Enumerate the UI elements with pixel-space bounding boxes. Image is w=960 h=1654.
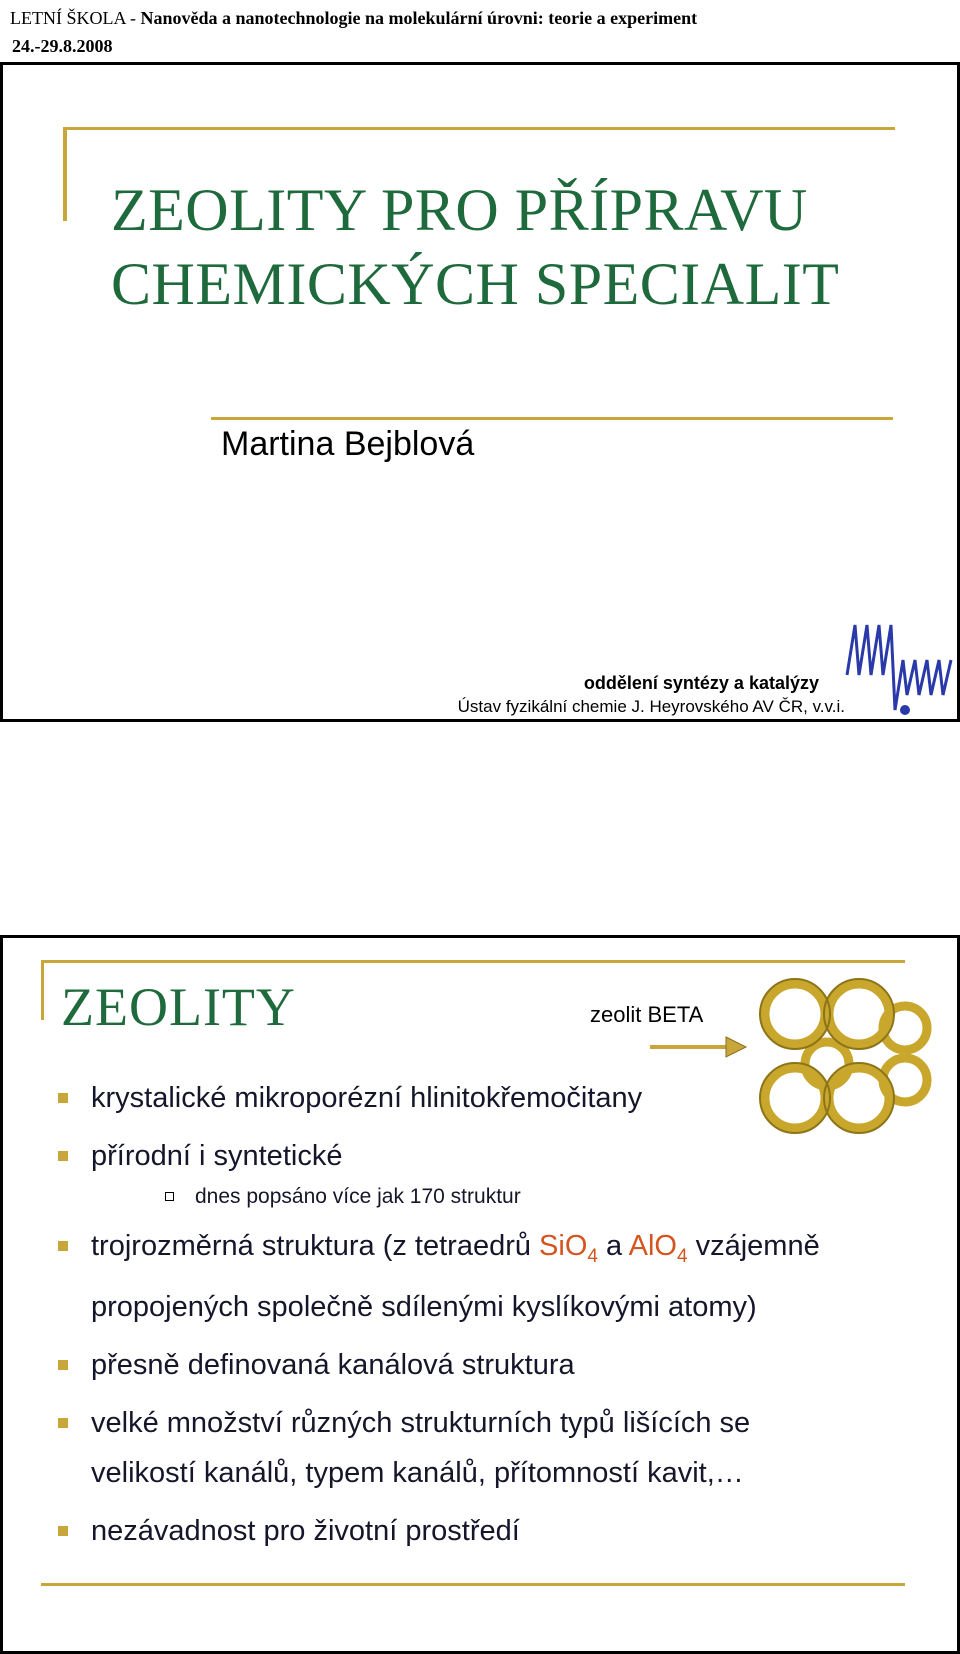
bullet-text-line1: velké množství různých strukturních typů lišících se bbox=[91, 1406, 751, 1439]
bullet-icon bbox=[58, 1241, 68, 1251]
chem-subscript: 4 bbox=[676, 1245, 688, 1267]
bullet-text: přesně definovaná kanálová struktura bbox=[91, 1348, 575, 1381]
header-date: 24.-29.8.2008 bbox=[12, 36, 113, 56]
chem-subscript: 4 bbox=[587, 1245, 598, 1267]
arrow-right-icon bbox=[648, 1034, 748, 1060]
list-item bbox=[58, 1073, 918, 1123]
bullet-icon bbox=[58, 1093, 68, 1103]
sub-list-item bbox=[58, 1177, 918, 1217]
slide-zeolites bbox=[0, 935, 960, 1654]
bullet-text-line2: velikostí kanálů, typem kanálů, přítomností kavit,… bbox=[91, 1456, 744, 1489]
title-line-1: ZEOLITY PRO PŘÍPRAVU bbox=[111, 177, 808, 243]
bullet-text-part: vzájemně bbox=[687, 1230, 820, 1262]
header-lead: LETNÍ ŠKOLA - bbox=[10, 8, 141, 28]
institute-logo-icon bbox=[845, 615, 957, 715]
slide-heading: ZEOLITY bbox=[61, 977, 296, 1037]
list-item bbox=[58, 1340, 918, 1390]
institute-name: Ústav fyzikální chemie J. Heyrovského AV ČR, v.v.i. bbox=[457, 697, 845, 716]
list-item bbox=[58, 1221, 918, 1332]
document-header bbox=[10, 8, 697, 29]
gold-vertical-bar bbox=[41, 960, 44, 1020]
image-label: zeolit BETA bbox=[590, 1002, 704, 1027]
bullet-text: nezávadnost pro životní prostředí bbox=[91, 1514, 520, 1547]
header-title: Nanověda a nanotechnologie na molekulární úrovni: teorie a experiment bbox=[140, 8, 698, 28]
bullet-icon bbox=[58, 1526, 68, 1536]
bullet-text-part: a bbox=[597, 1230, 629, 1262]
slide-title bbox=[0, 62, 960, 722]
chem-formula-alo: AlO bbox=[628, 1230, 677, 1262]
bullet-text: přírodní i syntetické bbox=[91, 1140, 343, 1172]
sub-bullet-text: dnes popsáno více jak 170 struktur bbox=[195, 1185, 521, 1208]
gold-divider bbox=[211, 417, 893, 420]
bullet-icon bbox=[58, 1360, 68, 1370]
bullet-list bbox=[58, 1073, 918, 1556]
gold-bottom-bar bbox=[41, 1583, 905, 1586]
gold-vertical-bar bbox=[63, 127, 67, 221]
list-item bbox=[58, 1398, 918, 1498]
bullet-icon bbox=[58, 1151, 68, 1161]
chem-formula-sio: SiO bbox=[539, 1230, 588, 1262]
list-item bbox=[58, 1131, 918, 1181]
department-name: oddělení syntézy a katalýzy bbox=[583, 673, 819, 693]
gold-horizontal-bar bbox=[41, 960, 905, 963]
bullet-text-part: trojrozměrná struktura (z tetraedrů bbox=[91, 1230, 540, 1262]
gold-horizontal-bar bbox=[63, 127, 895, 130]
checkbox-bullet-icon bbox=[165, 1192, 174, 1201]
bullet-text: krystalické mikroporézní hlinitokřemočitany bbox=[91, 1082, 643, 1114]
title-line-2: CHEMICKÝCH SPECIALIT bbox=[111, 251, 840, 317]
author-name: Martina Bejblová bbox=[221, 425, 475, 463]
bullet-icon bbox=[58, 1418, 68, 1428]
list-item bbox=[58, 1506, 918, 1556]
slide-title-text bbox=[111, 173, 871, 321]
bullet-text-line2: propojených společně sdílenými kyslíkovými atomy) bbox=[91, 1290, 757, 1323]
